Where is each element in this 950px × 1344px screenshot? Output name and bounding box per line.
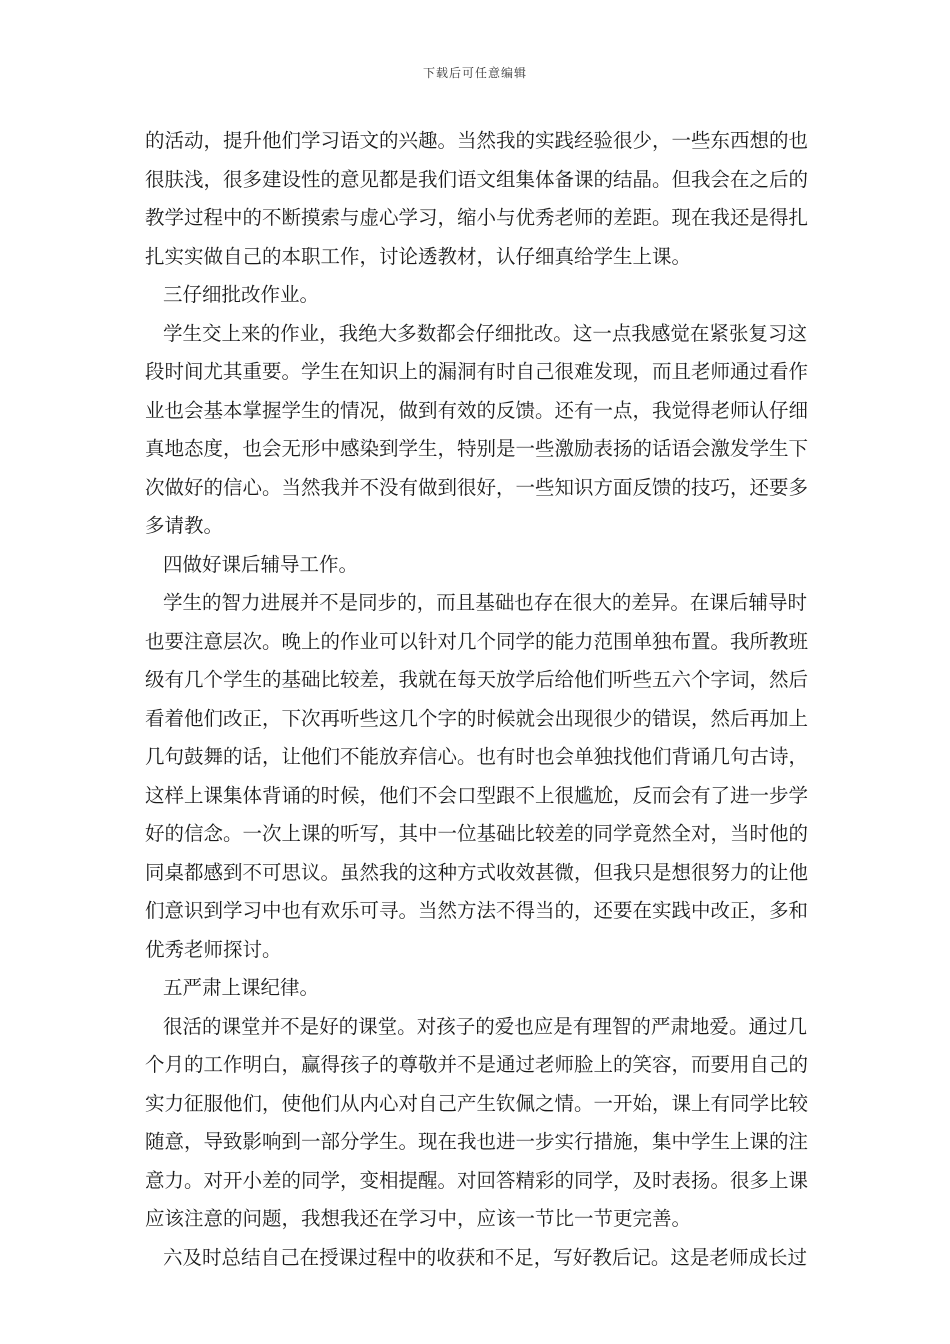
text-line: 们意识到学习中也有欢乐可寻。当然方法不得当的，还要在实践中改正，多和 (145, 899, 809, 922)
text-line: 也要注意层次。晚上的作业可以针对几个同学的能力范围单独布置。我所教班 (145, 629, 809, 653)
text-line: 应该注意的问题，我想我还在学习中，应该一节比一节更完善。 (145, 1207, 692, 1230)
text-line: 看着他们改正，下次再听些这几个字的时候就会出现很少的错误，然后再加上 (145, 706, 809, 730)
text-line: 真地态度，也会无形中感染到学生，特别是一些激励表扬的话语会激发学生下 (145, 437, 809, 460)
page-header: 下载后可任意编辑 (422, 66, 527, 80)
text-line: 的活动，提升他们学习语文的兴趣。当然我的实践经验很少，一些东西想的也 (145, 129, 809, 152)
text-line: 好的信念。一次上课的听写，其中一位基础比较差的同学竟然全对，当时他的 (145, 822, 809, 845)
text-line: 意力。对开小差的同学，变相提醒。对回答精彩的同学，及时表扬。很多上课 (145, 1168, 809, 1192)
text-line: 业也会基本掌握学生的情况，做到有效的反馈。还有一点，我觉得老师认仔细 (145, 398, 809, 422)
text-line: 这样上课集体背诵的时候，他们不会口型跟不上很尴尬，反而会有了进一步学 (145, 783, 809, 807)
text-line: 五严肃上课纪律。 (163, 976, 320, 999)
text-line: 实力征服他们，使他们从内心对自己产生钦佩之情。一开始，课上有同学比较 (145, 1091, 809, 1115)
document-body (145, 122, 807, 1277)
text-line: 段时间尤其重要。学生在知识上的漏洞有时自己很难发现，而且老师通过看作 (145, 360, 809, 383)
text-line: 四做好课后辅导工作。 (163, 552, 359, 576)
text-line: 很肤浅，很多建设性的意见都是我们语文组集体备课的结晶。但我会在之后的 (145, 167, 809, 191)
text-line: 很活的课堂并不是好的课堂。对孩子的爱也应是有理智的严肃地爱。通过几 (163, 1014, 807, 1038)
text-line: 个月的工作明白，赢得孩子的尊敬并不是通过老师脸上的笑容，而要用自己的 (145, 1053, 809, 1076)
text-line: 级有几个学生的基础比较差，我就在每天放学后给他们听些五六个字词，然后 (145, 668, 809, 691)
text-line: 学生的智力进展并不是同步的，而且基础也存在很大的差异。在课后辅导时 (163, 591, 807, 614)
text-line: 三仔细批改作业。 (163, 283, 320, 306)
text-line: 多请教。 (145, 514, 224, 537)
text-line: 几句鼓舞的话，让他们不能放弃信心。也有时也会单独找他们背诵几句古诗， (145, 745, 809, 768)
text-line: 次做好的信心。当然我并不没有做到很好，一些知识方面反馈的技巧，还要多 (145, 475, 809, 499)
text-line: 扎实实做自己的本职工作，讨论透教材，认仔细真给学生上课。 (145, 244, 692, 268)
text-line: 学生交上来的作业，我绝大多数都会仔细批改。这一点我感觉在紧张复习这 (163, 321, 807, 345)
text-line: 优秀老师探讨。 (145, 937, 282, 961)
text-line: 六及时总结自己在授课过程中的收获和不足，写好教后记。这是老师成长过 (163, 1245, 807, 1269)
text-line: 随意，导致影响到一部分学生。现在我也进一步实行措施，集中学生上课的注 (145, 1130, 809, 1153)
text-line: 同桌都感到不可思议。虽然我的这种方式收效甚微，但我只是想很努力的让他 (145, 860, 809, 884)
text-line: 教学过程中的不断摸索与虚心学习，缩小与优秀老师的差距。现在我还是得扎 (145, 206, 809, 229)
